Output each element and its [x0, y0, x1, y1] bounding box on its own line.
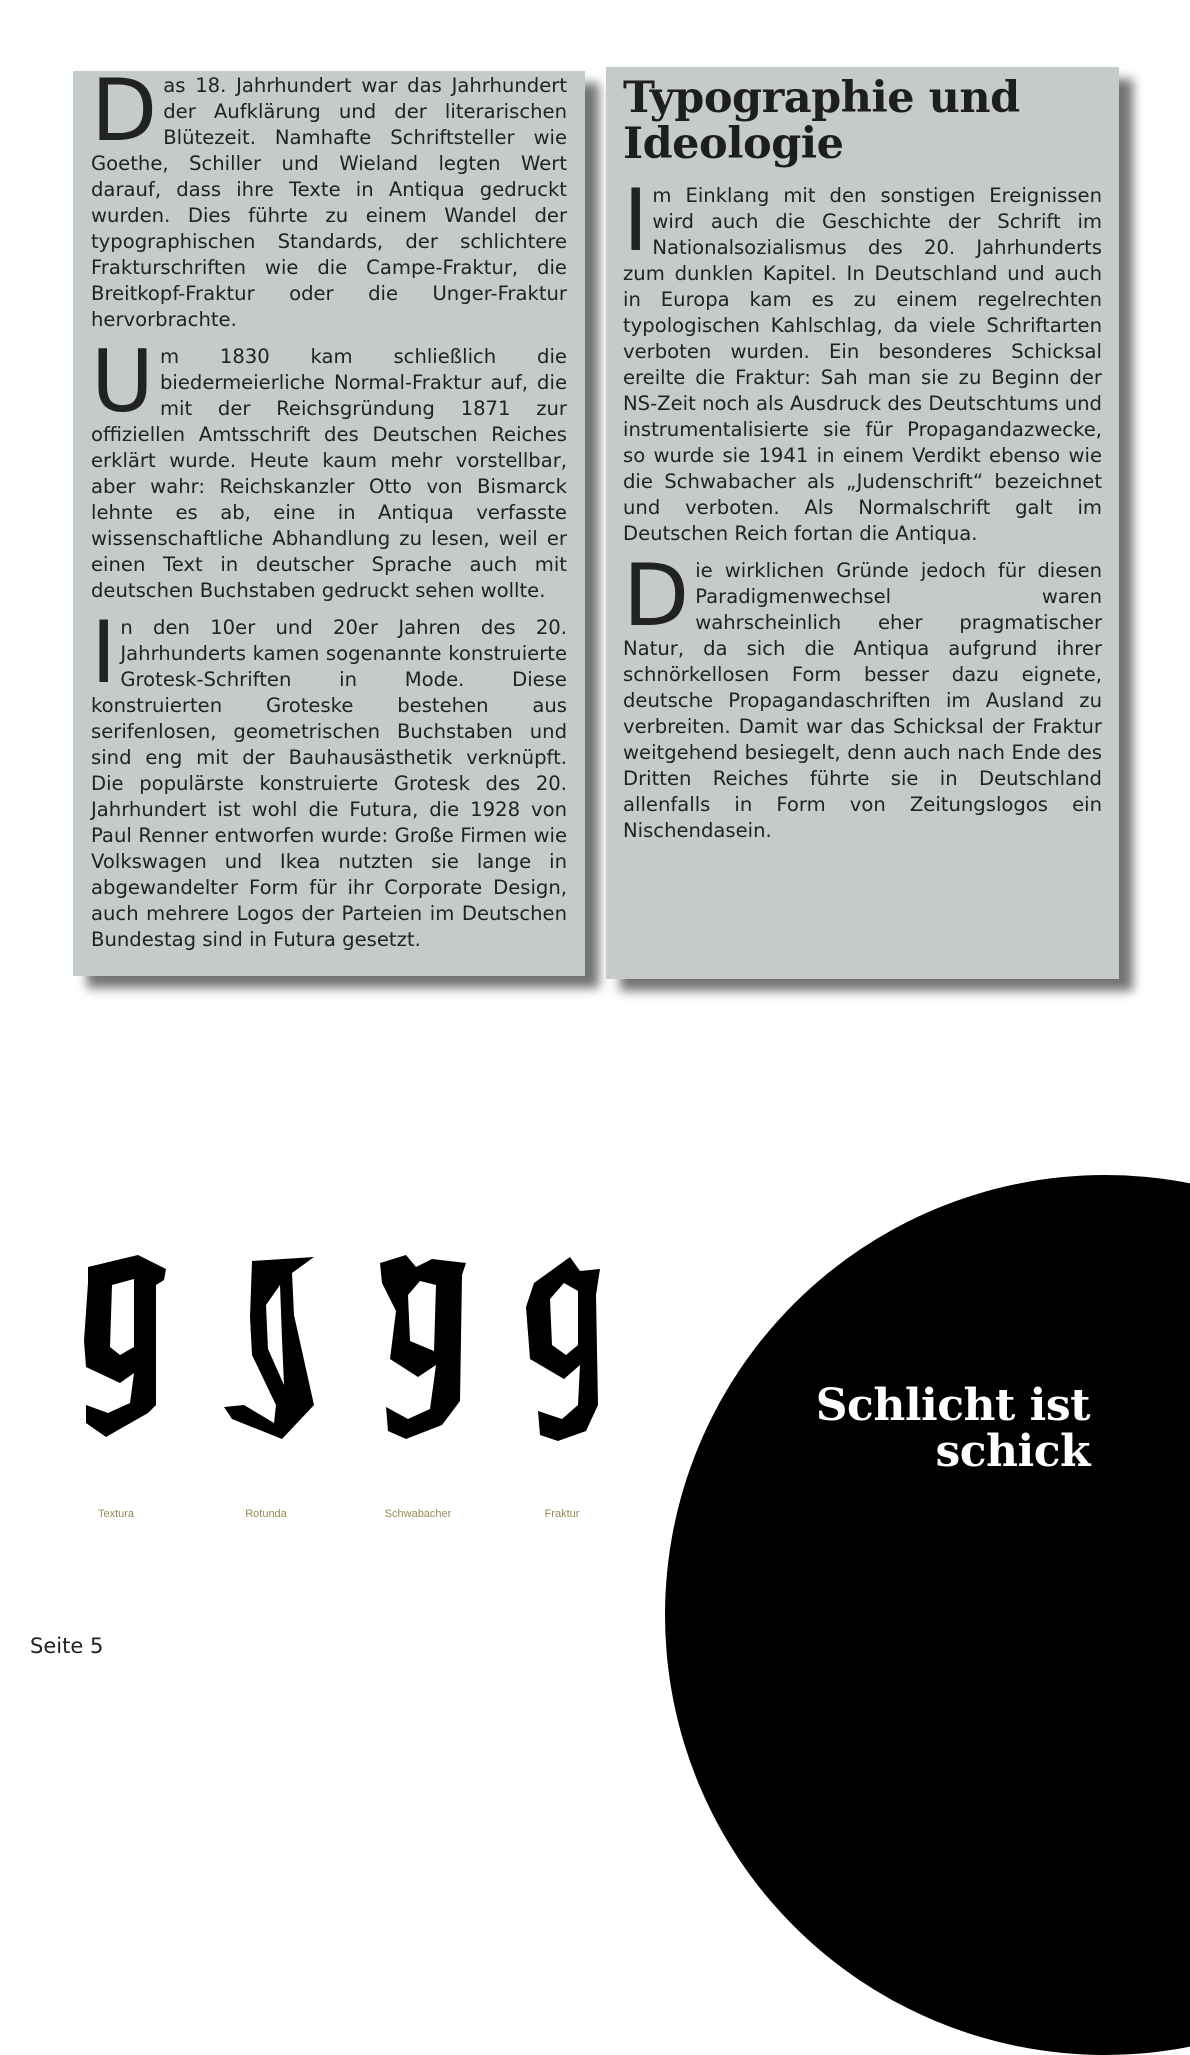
paragraph-text: m 1830 kam schließlich die biedermeierliche Normal-Fraktur auf, die mit der Reichsgründung 1871 zur offiziellen Amtsschrift des Deutschen Reiches erklärt wurde. Heute kaum mehr vorstellbar, aber wahr: Reichskanzler Otto von Bismarck lehnte es ab, eine in Antiqua verfasste wissenschaftliche Abhandlung zu lesen, weil er einen Text in deutscher Sprache auch mit deutschen Buchstaben gedruckt sehen wollte. [91, 345, 567, 602]
glyph-caption: Textura [97, 1508, 135, 1520]
rotunda-g-glyph [222, 1255, 317, 1445]
dropcap: U [91, 332, 154, 432]
textura-g-glyph [78, 1255, 173, 1445]
dropcap: D [91, 61, 158, 161]
slogan [815, 1380, 1090, 1477]
paragraph-aufklaerung [91, 61, 567, 333]
page-number-value: 5 [89, 1634, 104, 1658]
dropcap: I [91, 603, 117, 703]
left-text-panel [73, 61, 585, 976]
paragraph-text: n den 10er und 20er Jahren des 20. Jahrhunderts kamen sogenannte konstruierte Grotesk-Schriften in Mode. Diese konstruierten Groteske bestehen aus serifenlosen, geometrischen Buchstaben und sind eng mit der Bauhausästhetik verknüpft. Die populärste konstruierte Grotesk des 20. Jahrhundert ist wohl die Futura, die 1928 von Paul Renner entworfen wurde: Große Firmen wie Volkswagen und Ikea nutzten sie lange in abgewandelter Form für ihr Corporate Design, auch mehrere Logos der Parteien im Deutschen Bundestag sind in Futura gesetzt. [91, 616, 567, 951]
glyph-caption: Fraktur [544, 1508, 580, 1520]
page-number [30, 1634, 103, 1658]
glyph-caption: Schwabacher [384, 1508, 452, 1520]
paragraph-text: as 18. Jahrhundert war das Jahrhundert der Aufklärung und der literarischen Blütezeit. Namhafte Schriftsteller wie Goethe, Schiller und Wieland legten Wert darauf, dass ihre Texte in Antiqua gedruckt wurden. Dies führte zu einem Wandel der typographischen Standards, der schlichtere Frakturschriften wie die Campe-Fraktur, die Breitkopf-Fraktur oder die Unger-Fraktur hervorbrachte. [91, 74, 567, 331]
right-text-panel [606, 67, 1119, 979]
paragraph-grotesk [91, 603, 567, 953]
fraktur-g-glyph [520, 1255, 615, 1445]
slogan-line: schick [935, 1426, 1090, 1477]
dropcap: I [623, 171, 649, 271]
paragraph-text: ie wirklichen Gründe jedoch für diesen Paradigmenwechsel waren wahrscheinlich eher pragmatischer Natur, da sich die Antiqua aufgrund ihrer schnörkellosen Form besser dazu eignete, deutsche Propagandaschriften im Ausland zu verbreiten. Damit war das Schicksal der Fraktur weitgehend besiegelt, denn auch nach Ende des Dritten Reiches führte sie in Deutschland allenfalls in Form von Zeitungslogos ein Nischendasein. [623, 559, 1102, 842]
paragraph-nationalsozialismus [623, 171, 1102, 547]
schwabacher-g-glyph [378, 1255, 473, 1445]
page-label: Seite [30, 1634, 84, 1658]
slogan-line: Schlicht ist [815, 1380, 1090, 1431]
glyph-caption: Rotunda [245, 1508, 287, 1520]
paragraph-normal-fraktur [91, 332, 567, 604]
paragraph-text: m Einklang mit den sonstigen Ereignissen wird auch die Geschichte der Schrift im Nationalsozialismus des 20. Jahrhunderts zum dunklen Kapitel. In Deutschland und auch in Europa kam es zu einem regelrechten typologischen Kahlschlag, da viele Schriftarten verboten wurden. Ein besonderes Schicksal ereilte die Fraktur: Sah man sie zu Beginn der NS-Zeit noch als Ausdruck des Deutschtums und instrumentalisierte sie für Propagandazwecke, so wurde sie 1941 in einem Verdikt ebenso wie die Schwabacher als „Judenschrift“ bezeichnet und verboten. Als Normalschrift galt im Deutschen Reich fortan die Antiqua. [623, 184, 1102, 545]
section-heading: Typographie und Ideologie [623, 73, 1020, 169]
black-circle [665, 1175, 1190, 2055]
dropcap: D [623, 546, 690, 646]
paragraph-gruende [623, 546, 1102, 844]
